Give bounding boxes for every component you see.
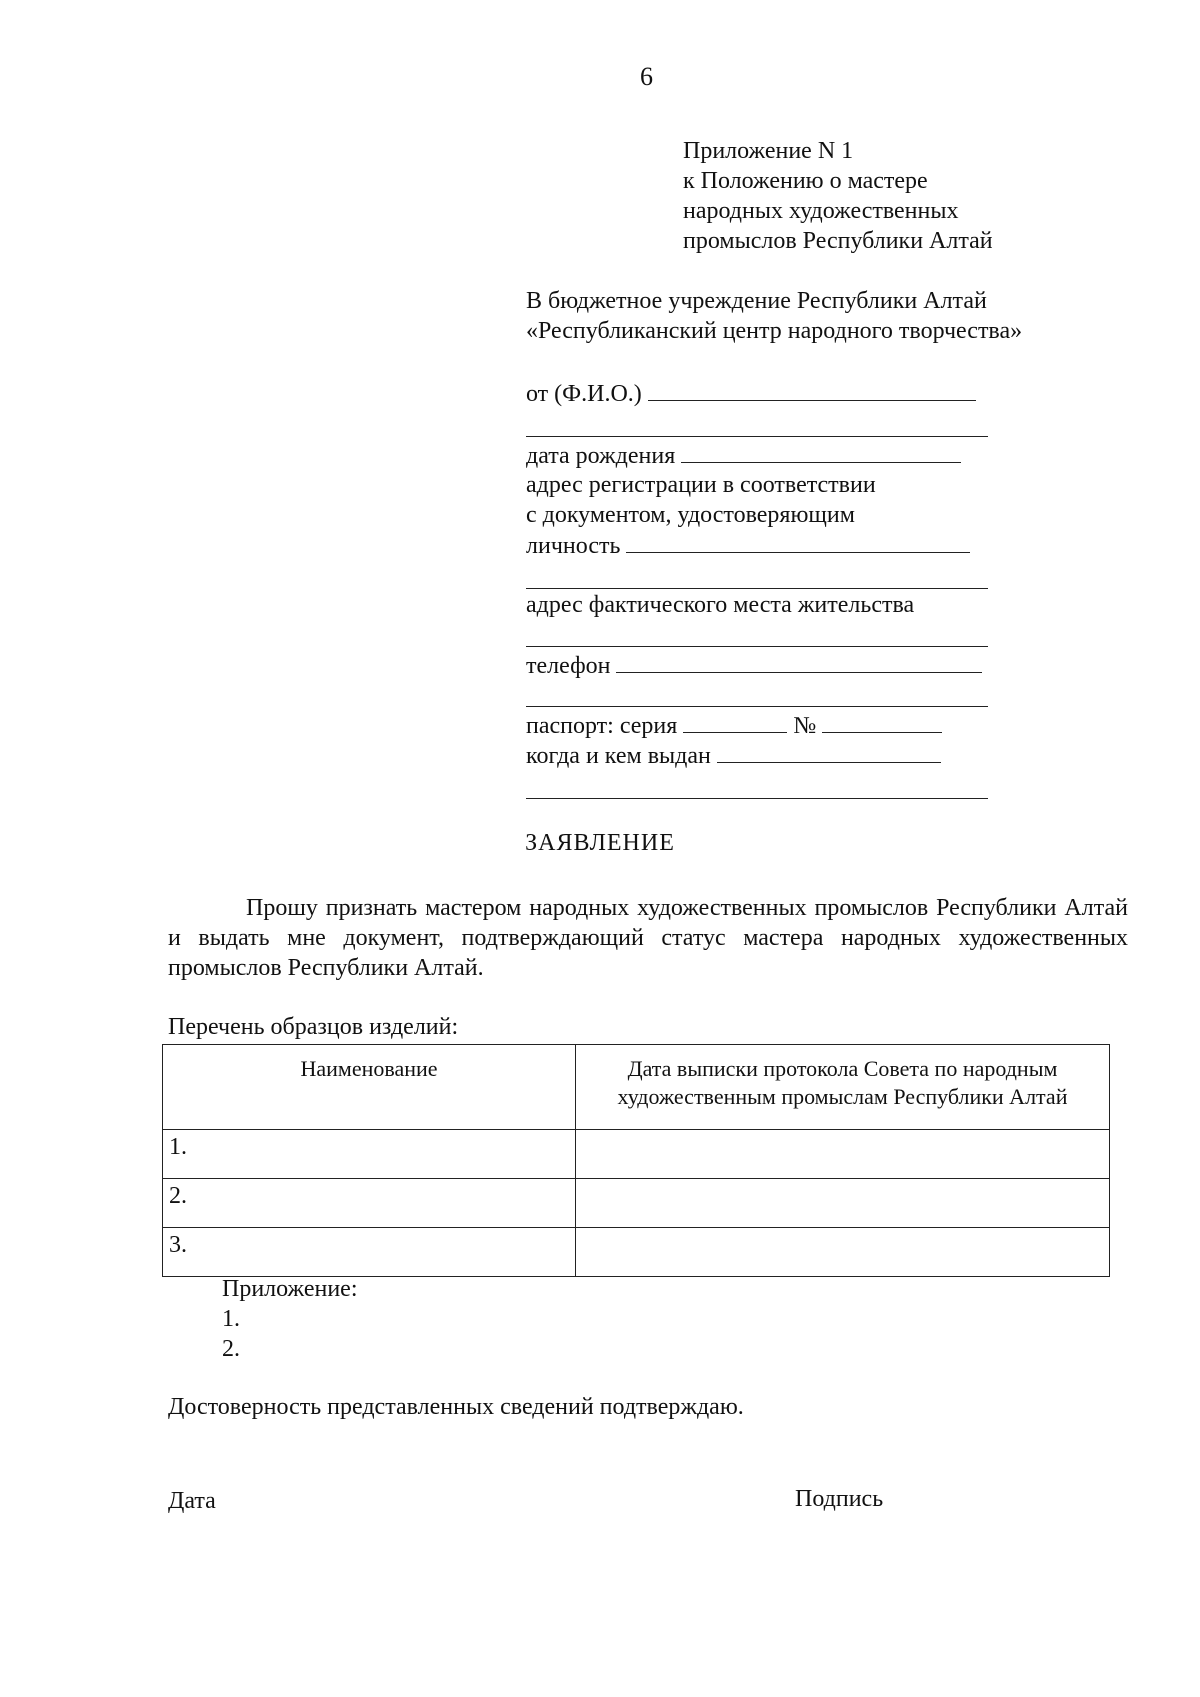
- passport-series-field[interactable]: [683, 710, 787, 733]
- confirmation-text: Достоверность представленных сведений подтверждаю.: [168, 1394, 744, 1420]
- passport-row: [526, 710, 942, 741]
- registration-row: [526, 530, 970, 561]
- registration-line-1: адрес регистрации в соответствии: [526, 472, 876, 498]
- fio-row: [526, 378, 976, 409]
- column-header-date: Дата выписки протокола Совета по народным художественным промыслам Республики Алтай: [576, 1045, 1110, 1130]
- issued-label: когда и кем выдан: [526, 743, 711, 769]
- birth-date-field[interactable]: [681, 440, 961, 463]
- fio-continuation-line[interactable]: [526, 436, 988, 437]
- birth-label: дата рождения: [526, 443, 676, 469]
- row-date-cell[interactable]: [576, 1130, 1110, 1179]
- samples-table: [162, 1044, 1110, 1277]
- statement-body-text: Прошу признать мастером народных художественных промыслов Республики Алтай и выдать мне документ, подтверждающий статус мастера народных художественных промыслов Республики Алтай.: [168, 895, 1128, 981]
- registration-line-2: с документом, удостоверяющим: [526, 502, 855, 528]
- appendix-line-3: народных художественных: [683, 198, 959, 224]
- table-row: [163, 1228, 1110, 1277]
- addressee-line-1: В бюджетное учреждение Республики Алтай: [526, 288, 987, 314]
- appendix-line-1: Приложение N 1: [683, 138, 854, 164]
- issued-row: [526, 740, 941, 771]
- registration-line-3: личность: [526, 533, 621, 559]
- registration-continuation-line[interactable]: [526, 588, 988, 589]
- statement-body: [168, 893, 1128, 983]
- passport-label: паспорт: серия: [526, 713, 678, 739]
- fio-label: от (Ф.И.О.): [526, 381, 642, 407]
- phone-field[interactable]: [616, 650, 982, 673]
- statement-title: ЗАЯВЛЕНИЕ: [525, 830, 675, 856]
- addressee: [526, 286, 1022, 346]
- issued-field[interactable]: [717, 740, 941, 763]
- addressee-line-2: «Республиканский центр народного творчества»: [526, 318, 1023, 344]
- actual-address-label: адрес фактического места жительства: [526, 592, 915, 618]
- table-row: [163, 1179, 1110, 1228]
- attachment-item-2: 2.: [222, 1336, 240, 1362]
- attachment-item-1: 1.: [222, 1306, 240, 1332]
- samples-caption: Перечень образцов изделий:: [168, 1014, 459, 1040]
- registration-address-field[interactable]: [626, 530, 970, 553]
- actual-address-field[interactable]: [526, 646, 988, 647]
- table-row: [163, 1130, 1110, 1179]
- issued-continuation-line[interactable]: [526, 798, 988, 799]
- birth-row: [526, 440, 961, 471]
- passport-number-label: №: [793, 713, 817, 739]
- appendix-line-2: к Положению о мастере: [683, 168, 928, 194]
- row-name-cell[interactable]: 1.: [163, 1130, 576, 1179]
- row-name-cell[interactable]: 2.: [163, 1179, 576, 1228]
- row-date-cell[interactable]: [576, 1179, 1110, 1228]
- attachments-label: Приложение:: [222, 1276, 358, 1302]
- table-header-row: [163, 1045, 1110, 1130]
- signature-label: Подпись: [795, 1486, 884, 1512]
- phone-label: телефон: [526, 653, 611, 679]
- page-number: 6: [640, 62, 653, 91]
- appendix-line-4: промыслов Республики Алтай: [683, 228, 993, 254]
- phone-continuation-line[interactable]: [526, 706, 988, 707]
- row-date-cell[interactable]: [576, 1228, 1110, 1277]
- fio-field[interactable]: [648, 378, 976, 401]
- row-name-cell[interactable]: 3.: [163, 1228, 576, 1277]
- date-label: Дата: [168, 1488, 216, 1514]
- appendix-header: [683, 136, 993, 256]
- passport-number-field[interactable]: [822, 710, 942, 733]
- column-header-name: Наименование: [163, 1045, 576, 1130]
- phone-row: [526, 650, 982, 681]
